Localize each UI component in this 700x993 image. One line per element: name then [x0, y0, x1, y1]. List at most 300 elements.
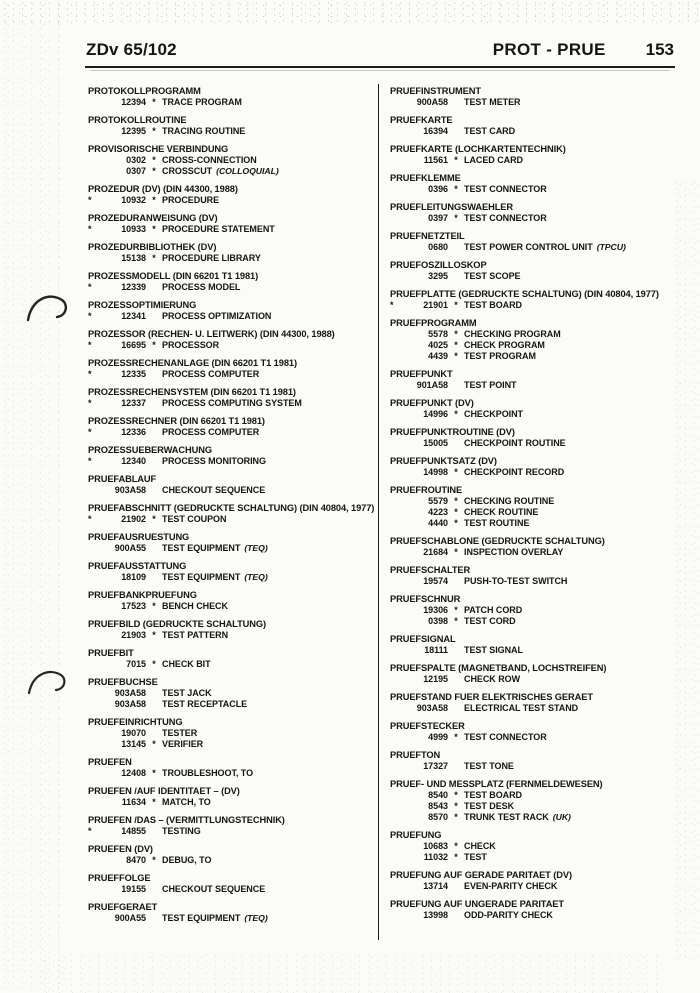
german-term: PROZESSUEBERWACHUNG: [88, 445, 212, 455]
equivalence-asterisk: [448, 380, 464, 391]
equivalence-asterisk: [146, 826, 162, 837]
term-code: 16695: [121, 340, 146, 350]
equivalence-asterisk: *: [454, 852, 458, 862]
equivalence-asterisk: *: [152, 340, 156, 350]
dictionary-entry: [88, 300, 377, 322]
term-code: 4999: [428, 732, 448, 742]
section-range: PROT - PRUE: [492, 40, 606, 59]
equivalence-asterisk: *: [454, 518, 458, 528]
din-flag-asterisk: [88, 630, 106, 641]
din-flag-asterisk: *: [88, 195, 92, 205]
equivalence-asterisk: [146, 699, 162, 710]
dictionary-entry: [88, 873, 377, 895]
translation-line: [88, 659, 377, 670]
dictionary-entry: [390, 289, 690, 311]
term-code: 12394: [121, 97, 146, 107]
equivalence-asterisk: [146, 913, 162, 924]
translation-line: [390, 518, 690, 529]
translation-line: [88, 311, 377, 322]
english-term: TEST PROGRAM: [464, 351, 536, 361]
usage-note: (UK): [552, 812, 571, 822]
german-term: PRUEFSTAND FUER ELEKTRISCHES GERAET: [390, 692, 593, 702]
english-term: VERIFIER: [162, 739, 204, 749]
term-code: 12395: [121, 126, 146, 136]
din-flag-asterisk: [390, 242, 408, 253]
term-code: 12336: [121, 427, 146, 437]
translation-line: [390, 97, 690, 108]
dictionary-entry: [390, 427, 690, 449]
din-flag-asterisk: [390, 380, 408, 391]
din-flag-asterisk: [390, 841, 408, 852]
german-term: PRUEFAUSRUESTUNG: [88, 532, 190, 542]
german-term: PROTOKOLLPROGRAMM: [88, 86, 201, 96]
din-flag-asterisk: [390, 507, 408, 518]
german-term: PRUEFKLEMME: [390, 173, 461, 183]
dictionary-entry: [390, 115, 690, 137]
term-code: 12195: [423, 674, 448, 684]
din-flag-asterisk: [88, 855, 106, 866]
dictionary-entry: [88, 786, 377, 808]
dictionary-entry: [390, 86, 690, 108]
term-code: 11032: [423, 852, 448, 862]
din-flag-asterisk: [390, 409, 408, 420]
term-code: 13998: [423, 910, 448, 920]
din-flag-asterisk: [390, 155, 408, 166]
equivalence-asterisk: *: [454, 329, 458, 339]
usage-note: (TEQ): [244, 543, 268, 553]
english-term: CROSSCUT: [162, 166, 213, 176]
din-flag-asterisk: [390, 801, 408, 812]
dictionary-entry: [88, 619, 377, 641]
scan-noise-top: [0, 0, 700, 26]
term-code: 900A58: [416, 97, 448, 107]
din-flag-asterisk: [88, 155, 106, 166]
english-term: CHECK: [464, 841, 496, 851]
english-term: CHECK BIT: [162, 659, 211, 669]
dictionary-entry: [88, 115, 377, 137]
dictionary-entry: [390, 634, 690, 656]
equivalence-asterisk: *: [152, 126, 156, 136]
term-code: 11561: [423, 155, 448, 165]
german-term: PRUEFUNG AUF UNGERADE PARITAET: [390, 899, 564, 909]
dictionary-entry: [88, 329, 377, 351]
term-code: 21902: [121, 514, 146, 524]
english-term: TEST POWER CONTROL UNIT: [464, 242, 593, 252]
dictionary-entry: [390, 721, 690, 743]
din-flag-asterisk: [88, 543, 106, 554]
term-code: 21903: [121, 630, 146, 640]
equivalence-asterisk: *: [152, 253, 156, 263]
translation-line: [390, 213, 690, 224]
translation-line: [88, 630, 377, 641]
equivalence-asterisk: *: [454, 155, 458, 165]
equivalence-asterisk: *: [152, 768, 156, 778]
din-flag-asterisk: [88, 699, 106, 710]
english-term: TEST JACK: [162, 688, 212, 698]
din-flag-asterisk: [88, 728, 106, 739]
dictionary-entry: [390, 369, 690, 391]
german-term: PRUEFEN: [88, 757, 132, 767]
column-divider: [378, 84, 379, 940]
equivalence-asterisk: *: [454, 467, 458, 477]
german-term: PRUEFUNG: [390, 830, 442, 840]
equivalence-asterisk: *: [152, 224, 156, 234]
german-term: PROZESSRECHENANLAGE (DIN 66201 T1 1981): [88, 358, 297, 368]
translation-line: [88, 699, 377, 710]
translation-line: [390, 674, 690, 685]
equivalence-asterisk: *: [152, 514, 156, 524]
translation-line: [390, 340, 690, 351]
din-flag-asterisk: *: [88, 456, 92, 466]
left-column: [88, 86, 377, 931]
english-term: TEST EQUIPMENT: [162, 913, 241, 923]
translation-line: [88, 543, 377, 554]
english-term: PUSH-TO-TEST SWITCH: [464, 576, 568, 586]
term-code: 10933: [121, 224, 146, 234]
usage-note: (TEQ): [244, 913, 268, 923]
margin-scribble-icon: [24, 290, 72, 328]
term-code: 14998: [423, 467, 448, 477]
english-term: TEST CONNECTOR: [464, 213, 547, 223]
german-term: PRUEFEN /AUF IDENTITAET – (DV): [88, 786, 240, 796]
german-term: PRUEFSPALTE (MAGNETBAND, LOCHSTREIFEN): [390, 663, 607, 673]
term-code: 17523: [121, 601, 146, 611]
term-code: 4440: [428, 518, 448, 528]
din-flag-asterisk: [390, 732, 408, 743]
translation-line: [390, 496, 690, 507]
dictionary-entry: [88, 590, 377, 612]
german-term: PROTOKOLLROUTINE: [88, 115, 187, 125]
translation-line: [390, 271, 690, 282]
term-code: 19306: [423, 605, 448, 615]
translation-line: [390, 467, 690, 478]
dictionary-entry: [390, 750, 690, 772]
term-code: 16394: [423, 126, 448, 136]
din-flag-asterisk: [88, 659, 106, 670]
dictionary-entry: [390, 830, 690, 863]
english-term: CHECK ROUTINE: [464, 507, 539, 517]
din-flag-asterisk: [88, 884, 106, 895]
german-term: PRUEFAUSSTATTUNG: [88, 561, 187, 571]
din-flag-asterisk: [88, 913, 106, 924]
translation-line: [88, 282, 377, 293]
translation-line: [390, 812, 690, 823]
equivalence-asterisk: *: [454, 790, 458, 800]
equivalence-asterisk: [146, 456, 162, 467]
din-flag-asterisk: [390, 329, 408, 340]
dictionary-entry: [88, 86, 377, 108]
english-term: TEST EQUIPMENT: [162, 572, 241, 582]
translation-line: [88, 768, 377, 779]
english-term: PROCESS COMPUTING SYSTEM: [162, 398, 302, 408]
dictionary-entry: [88, 416, 377, 438]
german-term: PRUEFLEITUNGSWAEHLER: [390, 202, 513, 212]
term-code: 4025: [428, 340, 448, 350]
english-term: TRACE PROGRAM: [162, 97, 242, 107]
scan-noise-left: [0, 20, 62, 993]
english-term: CROSS-CONNECTION: [162, 155, 257, 165]
dictionary-entry: [88, 242, 377, 264]
term-code: 8543: [428, 801, 448, 811]
din-flag-asterisk: [88, 485, 106, 496]
din-flag-asterisk: [390, 910, 408, 921]
equivalence-asterisk: *: [152, 797, 156, 807]
term-code: 12337: [121, 398, 146, 408]
german-term: PRUEFROUTINE: [390, 485, 463, 495]
equivalence-asterisk: *: [152, 195, 156, 205]
english-term: CHECKOUT SEQUENCE: [162, 884, 266, 894]
din-flag-asterisk: *: [88, 282, 92, 292]
equivalence-asterisk: [448, 576, 464, 587]
german-term: PRUEFABSCHNITT (GEDRUCKTE SCHALTUNG) (DIN 40804, 1977): [88, 503, 375, 513]
translation-line: [88, 224, 377, 235]
translation-line: [390, 790, 690, 801]
equivalence-asterisk: *: [454, 340, 458, 350]
equivalence-asterisk: [146, 884, 162, 895]
equivalence-asterisk: [448, 703, 464, 714]
din-flag-asterisk: *: [88, 427, 92, 437]
equivalence-asterisk: *: [454, 801, 458, 811]
german-term: PRUEFEN (DV): [88, 844, 153, 854]
translation-line: [390, 703, 690, 714]
german-term: PRUEFUNG AUF GERADE PARITAET (DV): [390, 870, 572, 880]
english-term: TESTER: [162, 728, 198, 738]
dictionary-entry: [390, 260, 690, 282]
english-term: TEST CONNECTOR: [464, 732, 547, 742]
german-term: PROZEDURANWEISUNG (DV): [88, 213, 218, 223]
dictionary-entry: [88, 815, 377, 837]
dictionary-entry: [88, 184, 377, 206]
term-code: 17327: [423, 761, 448, 771]
german-term: PRUEFPROGRAMM: [390, 318, 477, 328]
equivalence-asterisk: [146, 369, 162, 380]
document-id: ZDv 65/102: [86, 40, 177, 59]
translation-line: [88, 398, 377, 409]
translation-line: [88, 728, 377, 739]
dictionary-entry: [390, 456, 690, 478]
din-flag-asterisk: *: [88, 369, 92, 379]
dictionary-entry: [88, 144, 377, 177]
din-flag-asterisk: *: [390, 300, 394, 310]
english-term: TEST EQUIPMENT: [162, 543, 241, 553]
dictionary-entry: [88, 213, 377, 235]
usage-note: (TEQ): [244, 572, 268, 582]
equivalence-asterisk: [448, 674, 464, 685]
translation-line: [88, 369, 377, 380]
term-code: 903A58: [114, 699, 146, 709]
english-term: PROCESS MODEL: [162, 282, 241, 292]
term-code: 18111: [424, 645, 448, 655]
translation-line: [88, 855, 377, 866]
din-flag-asterisk: [390, 852, 408, 863]
translation-line: [390, 852, 690, 863]
equivalence-asterisk: *: [152, 155, 156, 165]
equivalence-asterisk: [448, 645, 464, 656]
usage-note: (COLLOQUIAL): [216, 166, 279, 176]
english-term: DEBUG, TO: [162, 855, 212, 865]
din-flag-asterisk: [390, 812, 408, 823]
german-term: PRUEFABLAUF: [88, 474, 157, 484]
term-code: 900A55: [114, 543, 146, 553]
equivalence-asterisk: *: [152, 630, 156, 640]
din-flag-asterisk: [88, 166, 106, 177]
english-term: PROCEDURE: [162, 195, 220, 205]
dictionary-entry: [390, 202, 690, 224]
english-term: TEST BOARD: [464, 300, 523, 310]
german-term: PROZEDUR (DV) (DIN 44300, 1988): [88, 184, 238, 194]
german-term: PRUEFBIT: [88, 648, 134, 658]
term-code: 4439: [428, 351, 448, 361]
term-code: 0302: [126, 155, 146, 165]
usage-note: (TPCU): [596, 242, 626, 252]
term-code: 4223: [428, 507, 448, 517]
equivalence-asterisk: [146, 572, 162, 583]
translation-line: [88, 195, 377, 206]
equivalence-asterisk: [146, 398, 162, 409]
equivalence-asterisk: *: [454, 351, 458, 361]
din-flag-asterisk: [390, 547, 408, 558]
german-term: PRUEFNETZTEIL: [390, 231, 465, 241]
dictionary-entry: [88, 717, 377, 750]
german-term: PRUEFFOLGE: [88, 873, 151, 883]
din-flag-asterisk: [390, 467, 408, 478]
dictionary-entry: [88, 677, 377, 710]
term-code: 12340: [121, 456, 146, 466]
term-code: 901A58: [416, 380, 448, 390]
equivalence-asterisk: [448, 438, 464, 449]
din-flag-asterisk: [390, 674, 408, 685]
dictionary-entry: [390, 663, 690, 685]
din-flag-asterisk: [390, 703, 408, 714]
english-term: TEST CONNECTOR: [464, 184, 547, 194]
term-code: 10932: [121, 195, 146, 205]
english-term: CHECKING ROUTINE: [464, 496, 555, 506]
english-term: TEST DESK: [464, 801, 515, 811]
english-term: TROUBLESHOOT, TO: [162, 768, 254, 778]
header-rule-shadow: [90, 70, 670, 71]
dictionary-entry: [390, 485, 690, 529]
equivalence-asterisk: *: [152, 659, 156, 669]
english-term: TEST TONE: [464, 761, 514, 771]
din-flag-asterisk: *: [88, 311, 92, 321]
english-term: PROCESS OPTIMIZATION: [162, 311, 272, 321]
translation-line: [88, 826, 377, 837]
translation-line: [88, 253, 377, 264]
din-flag-asterisk: [390, 351, 408, 362]
german-term: PROZESSRECHENSYSTEM (DIN 66201 T1 1981): [88, 387, 296, 397]
equivalence-asterisk: *: [454, 812, 458, 822]
dictionary-entry: [390, 565, 690, 587]
translation-line: [390, 910, 690, 921]
translation-line: [390, 507, 690, 518]
english-term: PROCESSOR: [162, 340, 220, 350]
dictionary-entry: [390, 398, 690, 420]
term-code: 15138: [121, 253, 146, 263]
term-code: 13145: [121, 739, 146, 749]
equivalence-asterisk: *: [454, 616, 458, 626]
translation-line: [390, 801, 690, 812]
scan-noise-bottom: [40, 952, 660, 993]
equivalence-asterisk: [146, 427, 162, 438]
term-code: 13714: [423, 881, 448, 891]
translation-line: [88, 601, 377, 612]
german-term: PRUEFEN /DAS – (VERMITTLUNGSTECHNIK): [88, 815, 285, 825]
dictionary-entry: [88, 387, 377, 409]
translation-line: [88, 427, 377, 438]
translation-line: [88, 456, 377, 467]
term-code: 21684: [423, 547, 448, 557]
translation-line: [390, 380, 690, 391]
equivalence-asterisk: [146, 282, 162, 293]
german-term: PRUEFBILD (GEDRUCKTE SCHALTUNG): [88, 619, 267, 629]
german-term: PROVISORISCHE VERBINDUNG: [88, 144, 229, 154]
din-flag-asterisk: [390, 645, 408, 656]
term-code: 0680: [428, 242, 448, 252]
english-term: TEST POINT: [464, 380, 517, 390]
right-column: [390, 86, 690, 928]
term-code: 8570: [428, 812, 448, 822]
english-term: CHECK PROGRAM: [464, 340, 545, 350]
term-code: 12335: [121, 369, 146, 379]
english-term: TEST RECEPTACLE: [162, 699, 248, 709]
english-term: TEST SCOPE: [464, 271, 521, 281]
german-term: PRUEFBANKPRUEFUNG: [88, 590, 197, 600]
english-term: MATCH, TO: [162, 797, 211, 807]
translation-line: [390, 242, 690, 253]
term-code: 0398: [428, 616, 448, 626]
german-term: PRUEFGERAET: [88, 902, 158, 912]
translation-line: [88, 166, 377, 177]
din-flag-asterisk: [390, 616, 408, 627]
english-term: CHECKPOINT: [464, 409, 524, 419]
english-term: CHECKOUT SEQUENCE: [162, 485, 266, 495]
din-flag-asterisk: [390, 184, 408, 195]
german-term: PRUEFOSZILLOSKOP: [390, 260, 487, 270]
german-term: PRUEFEINRICHTUNG: [88, 717, 183, 727]
translation-line: [390, 329, 690, 340]
din-flag-asterisk: [88, 126, 106, 137]
german-term: PRUEFPLATTE (GEDRUCKTE SCHALTUNG) (DIN 40804, 1977): [390, 289, 659, 299]
term-code: 7015: [126, 659, 146, 669]
equivalence-asterisk: [448, 271, 464, 282]
english-term: TEST METER: [464, 97, 521, 107]
din-flag-asterisk: *: [88, 398, 92, 408]
english-term: TEST CORD: [464, 616, 516, 626]
german-term: PRUEFPUNKT (DV): [390, 398, 474, 408]
translation-line: [390, 300, 690, 311]
din-flag-asterisk: [390, 126, 408, 137]
dictionary-entry: [88, 757, 377, 779]
page-header: [86, 40, 674, 60]
term-code: 903A58: [114, 688, 146, 698]
translation-line: [390, 184, 690, 195]
equivalence-asterisk: [146, 688, 162, 699]
dictionary-entry: [88, 445, 377, 467]
dictionary-entry: [88, 271, 377, 293]
din-flag-asterisk: [88, 688, 106, 699]
equivalence-asterisk: *: [454, 732, 458, 742]
translation-line: [88, 340, 377, 351]
translation-line: [88, 913, 377, 924]
translation-line: [390, 576, 690, 587]
term-code: 903A58: [114, 485, 146, 495]
german-term: PRUEFSIGNAL: [390, 634, 456, 644]
term-code: 11634: [121, 797, 146, 807]
english-term: TRUNK TEST RACK: [464, 812, 549, 822]
term-code: 5578: [428, 329, 448, 339]
english-term: BENCH CHECK: [162, 601, 228, 611]
german-term: PROZESSRECHNER (DIN 66201 T1 1981): [88, 416, 265, 426]
